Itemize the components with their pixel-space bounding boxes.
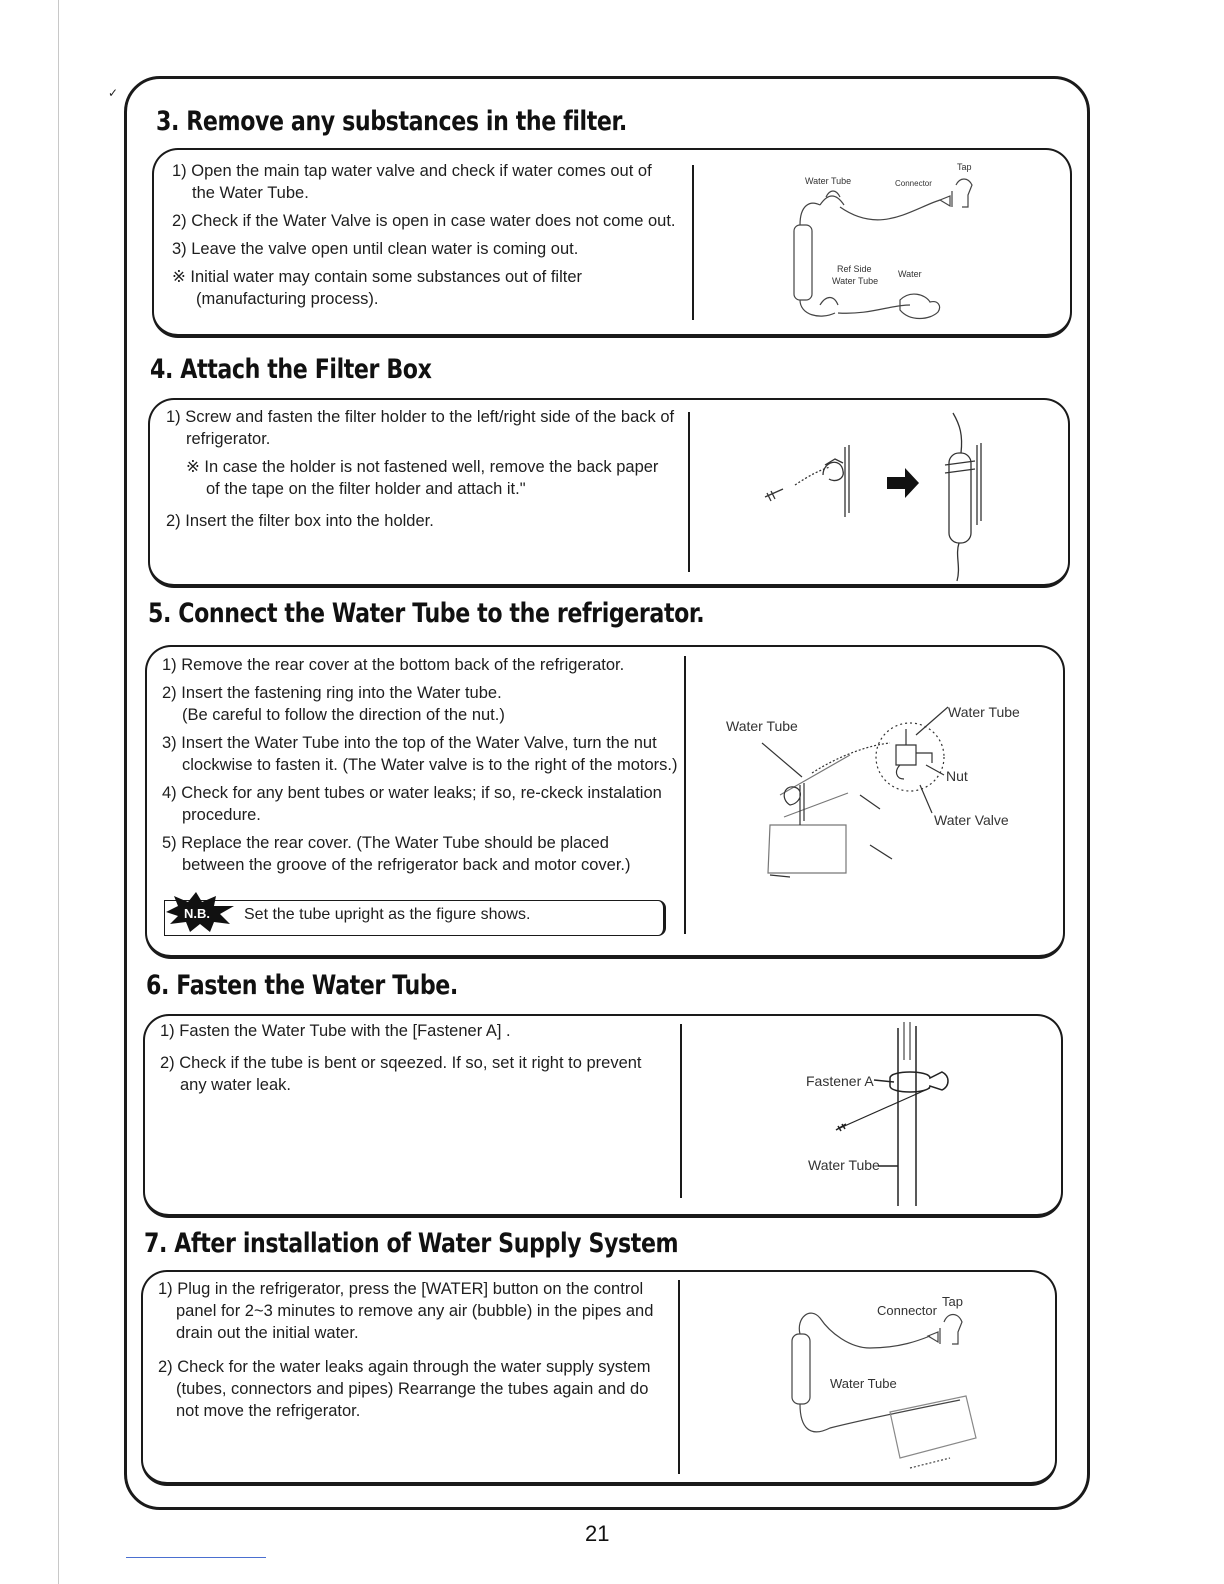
- step: 2) Insert the filter box into the holder.: [166, 512, 434, 530]
- section-5-figure: [720, 695, 1040, 895]
- step: 3) Insert the Water Tube into the top of the Water Valve, turn the nut: [162, 734, 657, 752]
- step-cont: the Water Tube.: [192, 184, 309, 202]
- filter-icon: [792, 1334, 810, 1404]
- section-4-heading: 4. Attach the Filter Box: [150, 354, 432, 385]
- arrow-right-icon: [887, 468, 919, 498]
- step: 2) Check if the tube is bent or sqeezed. If so, set it right to prevent: [160, 1054, 642, 1072]
- water-label: Water: [898, 269, 922, 279]
- step-cont: not move the refrigerator.: [176, 1402, 361, 1420]
- section-6-heading: 6. Fasten the Water Tube.: [146, 970, 458, 1001]
- step: 1) Remove the rear cover at the bottom back of the refrigerator.: [162, 656, 625, 674]
- section-4-divider: [688, 412, 690, 572]
- note: ※ Initial water may contain some substances out of filter: [172, 268, 583, 286]
- tube-icon: [799, 1313, 930, 1348]
- section-3-figure: [780, 155, 980, 330]
- nb-text: Set the tube upright as the figure shows.: [244, 906, 531, 923]
- tap-icon: [940, 179, 972, 207]
- step: 2) Check for the water leaks again through the water supply system: [158, 1358, 651, 1376]
- screw-icon: [836, 1124, 846, 1131]
- coil-tube-icon: [800, 191, 940, 225]
- step-cont: refrigerator.: [186, 430, 271, 448]
- section-6-figure: [800, 1020, 980, 1210]
- step: 1) Screw and fasten the filter holder to the left/right side of the back of: [166, 408, 675, 426]
- note-cont: (manufacturing process).: [196, 290, 379, 308]
- motor-cover-lines-icon: [770, 795, 892, 877]
- water-tube-right-label: Water Tube: [948, 704, 1020, 720]
- connection-path-icon: [812, 743, 890, 773]
- page-left-rule: [58, 0, 59, 1584]
- section-4-steps: [166, 406, 686, 538]
- section-6-divider: [680, 1024, 682, 1198]
- step-cont: drain out the initial water.: [176, 1324, 359, 1342]
- water-valve-icon: [896, 729, 932, 779]
- leader-line: [926, 765, 944, 775]
- step-cont: between the groove of the refrigerator back and motor cover.): [182, 856, 631, 874]
- screw-icon: [765, 489, 783, 501]
- tap-icon: [928, 1315, 962, 1345]
- water-tube-left-label: Water Tube: [726, 718, 798, 734]
- lower-coil-icon: [800, 298, 910, 317]
- section-5-steps: [162, 654, 682, 882]
- margin-mark: ✓: [108, 86, 119, 100]
- fridge-back-icon: [845, 445, 849, 517]
- screw-path-icon: [795, 467, 830, 485]
- page-number: 21: [585, 1521, 610, 1546]
- step: 2) Insert the fastening ring into the Water tube.: [162, 684, 502, 702]
- detail-circle-icon: [876, 723, 944, 791]
- water-splash-icon: [900, 294, 940, 318]
- fridge-back-icon-2: [977, 443, 981, 525]
- section-4-figure: [755, 405, 995, 585]
- filter-holder-icon: [823, 459, 843, 481]
- step-cont: clockwise to fasten it. (The Water valve is to the right of the motors.): [182, 756, 678, 774]
- nb-badge-icon: [164, 892, 236, 932]
- tube-clamp-icon: [784, 783, 804, 825]
- section-3-steps: [172, 160, 682, 316]
- leader-line: [762, 743, 802, 777]
- filter-box-icon: [949, 453, 971, 543]
- step-cont: panel for 2~3 minutes to remove any air (bubble) in the pipes and: [176, 1302, 654, 1320]
- nb-badge-text: N.B.: [184, 906, 210, 921]
- footer-link-line: [126, 1557, 266, 1558]
- section-7-divider: [678, 1280, 680, 1474]
- lower-tube-icon: [800, 1400, 960, 1432]
- ref-side-label-2: Water Tube: [832, 276, 879, 286]
- step-cont: (Be careful to follow the direction of the nut.): [182, 706, 505, 724]
- tube-top-icon: [953, 413, 962, 453]
- tube-inner-icon: [904, 1022, 910, 1060]
- step: 2) Check if the Water Valve is open in case water does not come out.: [172, 212, 676, 230]
- leader-line: [874, 1080, 894, 1082]
- note: ※ In case the holder is not fastened well, remove the back paper: [186, 458, 659, 476]
- step: 5) Replace the rear cover. (The Water Tube should be placed: [162, 834, 609, 852]
- fridge-edge-icon: [910, 1458, 950, 1468]
- section-7-figure: [770, 1288, 990, 1478]
- tap-label: Tap: [957, 162, 972, 172]
- nut-label: Nut: [946, 768, 968, 784]
- section-6-steps: [160, 1020, 680, 1102]
- water-tube-label: Water Tube: [830, 1376, 897, 1391]
- step: 1) Open the main tap water valve and check if water comes out of: [172, 162, 652, 180]
- water-tube-label: Water Tube: [805, 176, 852, 186]
- water-valve-label: Water Valve: [934, 812, 1009, 828]
- step: 4) Check for any bent tubes or water leaks; if so, re-ckeck instalation: [162, 784, 662, 802]
- connector-label: Connector: [895, 179, 932, 188]
- step: 1) Plug in the refrigerator, press the [WATER] button on the control: [158, 1280, 644, 1298]
- step: 3) Leave the valve open until clean water is coming out.: [172, 240, 579, 258]
- step: 1) Fasten the Water Tube with the [Fastener A] .: [160, 1022, 511, 1040]
- ref-side-label: Ref Side: [837, 264, 872, 274]
- fastener-a-label: Fastener A: [806, 1073, 874, 1089]
- water-tube-label: Water Tube: [808, 1157, 880, 1173]
- section-5-heading: 5. Connect the Water Tube to the refrigerator.: [148, 598, 705, 629]
- section-3-heading: 3. Remove any substances in the filter.: [156, 106, 627, 137]
- step-cont: any water leak.: [180, 1076, 291, 1094]
- tube-bottom-icon: [957, 543, 959, 581]
- section-3-divider: [692, 165, 694, 320]
- leader-line: [916, 707, 948, 735]
- filter-icon: [794, 225, 812, 300]
- step-cont: (tubes, connectors and pipes) Rearrange the tubes again and do: [176, 1380, 649, 1398]
- step-cont: procedure.: [182, 806, 261, 824]
- water-tube-icon: [898, 1026, 916, 1206]
- section-7-steps: [158, 1278, 678, 1428]
- note-cont: of the tape on the filter holder and attach it.": [206, 480, 526, 498]
- section-5-divider: [684, 656, 686, 934]
- fridge-back-panel-icon: [768, 755, 850, 873]
- tap-label: Tap: [942, 1294, 963, 1309]
- section-7-heading: 7. After installation of Water Supply System: [144, 1228, 679, 1259]
- connector-label: Connector: [877, 1303, 937, 1318]
